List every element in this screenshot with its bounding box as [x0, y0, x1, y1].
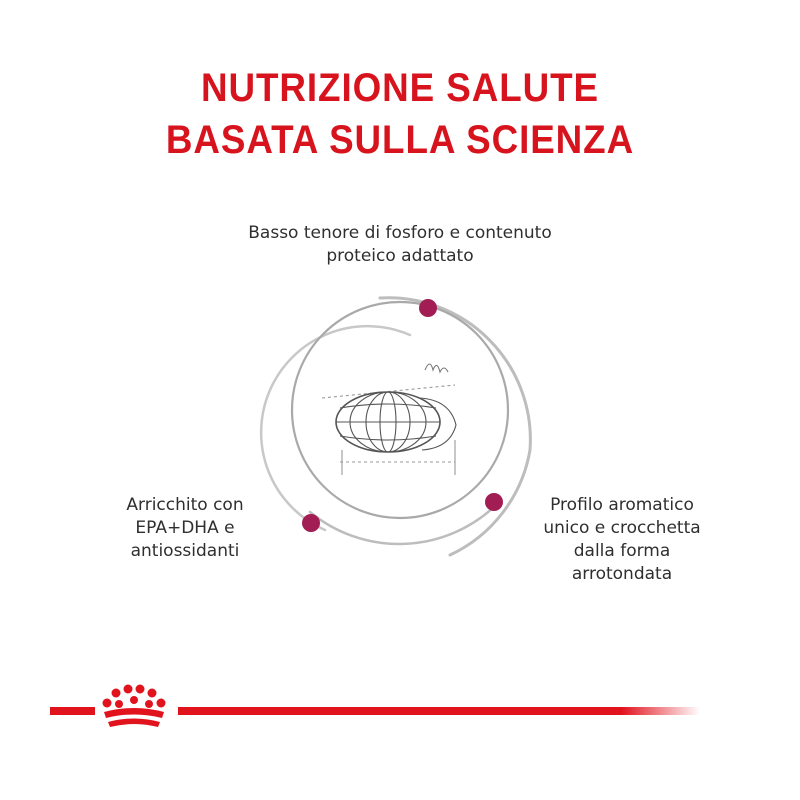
benefit-kibble-shape: [522, 494, 722, 586]
benefit-left-line-1: Arricchito con: [126, 495, 244, 515]
accent-dot-left: [302, 514, 320, 532]
benefit-phosphorus: [200, 222, 600, 268]
benefit-left-line-2: EPA+DHA e: [135, 518, 235, 538]
headline-line-2: BASATA SULLA SCIENZA: [165, 118, 635, 162]
benefit-right-line-3: dalla forma: [573, 541, 671, 561]
inner-ring: [292, 302, 508, 518]
royal-crown-logo-icon: [103, 685, 166, 728]
benefit-right-line-4: arrotondata: [571, 564, 673, 584]
brand-line-left: [50, 707, 95, 715]
benefit-top-line-2: proteico adattato: [326, 246, 474, 266]
headline-line-1: NUTRIZIONE SALUTE: [201, 66, 599, 110]
accent-dot-right: [485, 493, 503, 511]
benefit-top-line-1: Basso tenore di fosforo e contenuto: [248, 223, 552, 243]
bottom-ring-arc: [310, 506, 495, 544]
brand-footer-bar: [0, 680, 800, 740]
kibble-sketch-icon: [322, 364, 456, 475]
benefit-right-line-1: Profilo aromatico: [550, 495, 694, 515]
left-ring-arc: [261, 326, 410, 530]
benefit-left-line-3: antiossidanti: [130, 541, 240, 561]
benefits-ring-diagram: [250, 280, 550, 580]
brand-line-right: [178, 707, 700, 715]
benefit-epa-dha: [100, 494, 270, 563]
accent-dot-top: [419, 299, 437, 317]
page-headline: [32, 62, 768, 166]
benefit-right-line-2: unico e crocchetta: [543, 518, 701, 538]
